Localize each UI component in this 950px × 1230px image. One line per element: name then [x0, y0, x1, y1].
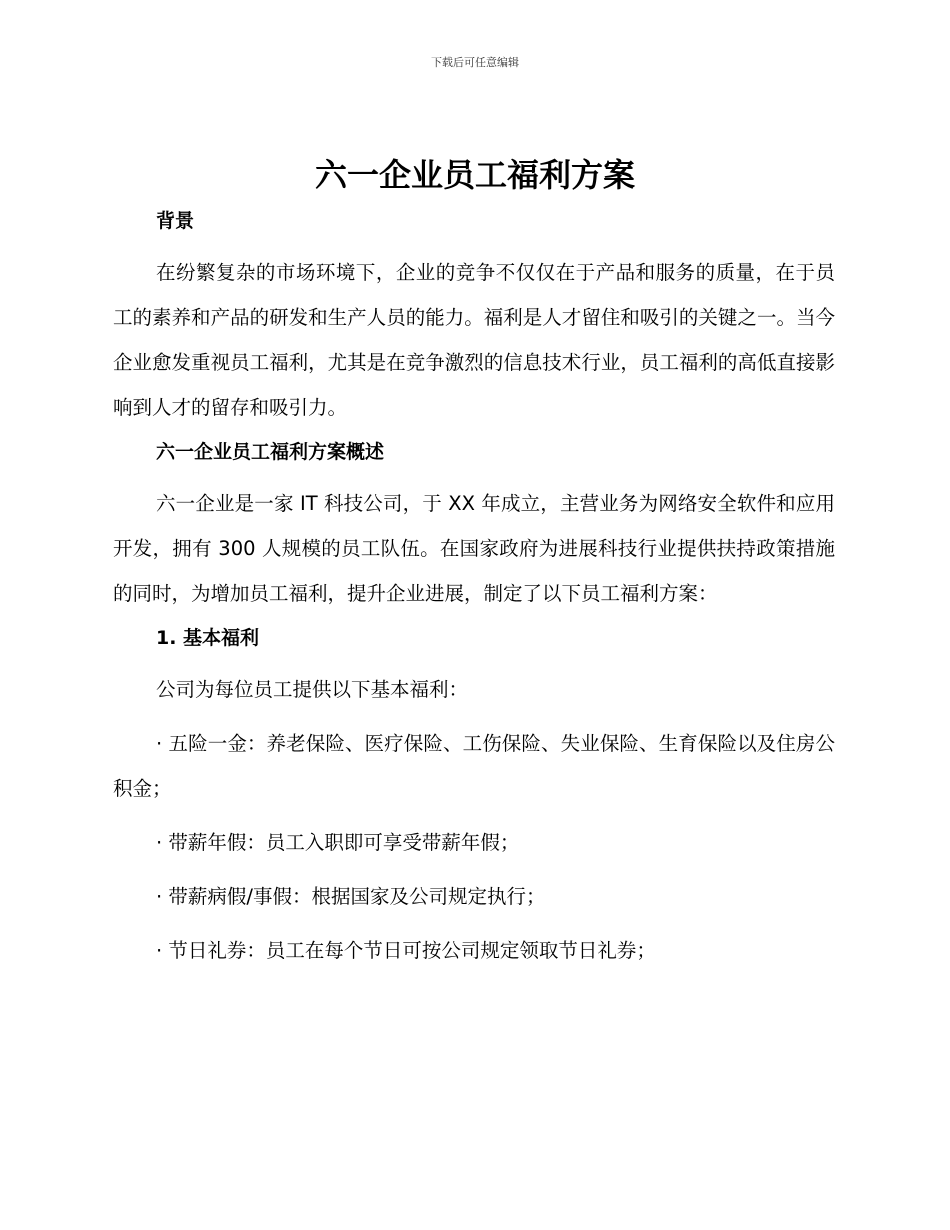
paragraph-basic-intro: 公司为每位员工提供以下基本福利：	[156, 678, 469, 701]
list-item: · 节日礼券：员工在每个节日可按公司规定领取节日礼券；	[156, 939, 656, 962]
document-body	[113, 205, 835, 973]
section-heading-background: 背景	[156, 210, 195, 232]
section-heading-overview: 六一企业员工福利方案概述	[156, 441, 385, 463]
list-item: · 五险一金：养老保险、医疗保险、工伤保险、失业保险、生育保险以及住房公积金；	[113, 732, 835, 800]
document-title: 六一企业员工福利方案	[314, 156, 635, 194]
list-item: · 带薪病假/事假：根据国家及公司规定执行；	[156, 885, 546, 908]
header-note: 下载后可任意编辑	[431, 56, 519, 69]
paragraph-overview: 六一企业是一家 IT 科技公司，于 XX 年成立，主营业务为网络安全软件和应用开发，拥有 300 人规模的员工队伍。在国家政府为进展科技行业提供扶持政策措施的同时，为增加员工福利，提升企业进展，制定了以下员工福利方案：	[113, 492, 835, 605]
section-heading-basic: 1. 基本福利	[156, 627, 260, 649]
paragraph-background: 在纷繁复杂的市场环境下，企业的竞争不仅仅在于产品和服务的质量，在于员工的素养和产品的研发和生产人员的能力。福利是人才留住和吸引的关键之一。当今企业愈发重视员工福利，尤其是在竞争激烈的信息技术行业，员工福利的高低直接影响到人才的留存和吸引力。	[113, 261, 835, 419]
list-item: · 带薪年假：员工入职即可享受带薪年假；	[156, 831, 520, 854]
